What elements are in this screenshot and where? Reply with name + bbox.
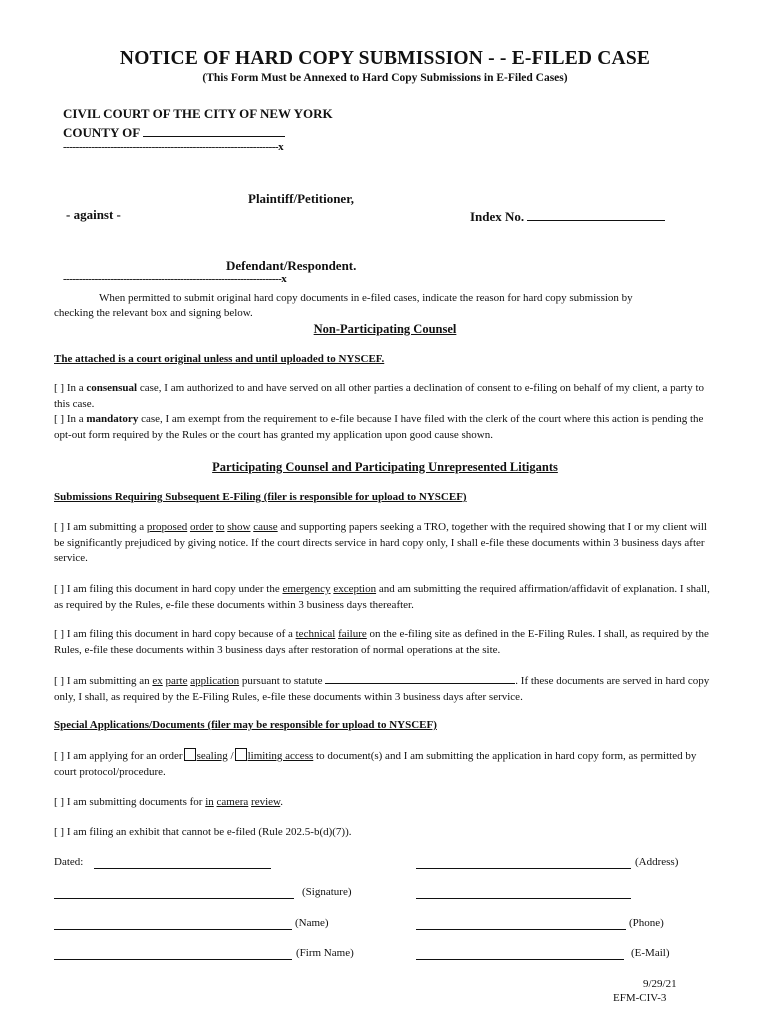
checkbox-in-camera[interactable]: [ ] [54, 796, 65, 808]
option-emergency[interactable] [54, 582, 720, 613]
intro-line-2: checking the relevant box and signing below. [54, 307, 253, 319]
option-keyword: consensual [86, 382, 138, 394]
option-in-camera[interactable] [54, 795, 720, 811]
dated-label: Dated: [54, 856, 84, 868]
option-text: to document(s) and I am submitting the application in hard copy form, as permitted by court protocol/procedure. [54, 750, 697, 778]
form-number: EFM-CIV-3 [613, 992, 667, 1004]
option-keyword: sealing [196, 750, 228, 762]
option-keyword: show [227, 521, 251, 533]
name-label: (Name) [295, 917, 329, 929]
option-keyword: mandatory [86, 413, 139, 425]
email-field[interactable] [416, 959, 624, 960]
section-heading-non-participating: Non-Participating Counsel [313, 322, 457, 336]
page-subtitle: (This Form Must be Annexed to Hard Copy Submissions in E-Filed Cases) [202, 72, 568, 84]
firm-name-field[interactable] [54, 959, 292, 960]
county-field[interactable] [143, 123, 285, 137]
option-keyword: limiting access [247, 750, 314, 762]
phone-field[interactable] [416, 929, 626, 930]
option-keyword: emergency [282, 583, 331, 595]
court-original-note: The attached is a court original unless and until uploaded to NYSCEF. [54, 353, 385, 365]
firm-name-label: (Firm Name) [296, 947, 354, 959]
index-field[interactable] [527, 207, 665, 221]
option-keyword: technical [295, 628, 336, 640]
section-heading-participating: Participating Counsel and Participating Unrepresented Litigants [212, 460, 558, 474]
checkbox-mandatory[interactable]: [ ] [54, 413, 65, 425]
option-keyword: review [251, 796, 281, 808]
email-label: (E-Mail) [631, 947, 670, 959]
checkbox-technical[interactable]: [ ] [54, 628, 65, 640]
plaintiff-label: Plaintiff/Petitioner, [248, 191, 355, 206]
option-text: and supporting papers seeking a TRO, together with the required showing that I or my client will be significantly prejudiced by giving notice. If the court directs service in hard copy only, I shall e-file these documents within 3 business days after service. [54, 521, 707, 564]
option-keyword: ex [152, 675, 163, 687]
option-ex-parte[interactable] [54, 673, 720, 705]
option-keyword: cause [253, 521, 278, 533]
option-keyword: proposed [146, 521, 188, 533]
address-line-2-field[interactable] [416, 898, 631, 899]
option-text: . If these documents are served in hard copy only, I shall, as required by the E-Filing Rules, e-file these documents within 3 business days after service. [54, 675, 710, 703]
subheading-subsequent-efiling: Submissions Requiring Subsequent E-Filing (filer is responsible for upload to NYSCEF) [54, 491, 467, 503]
option-text: I am filing this document in hard copy because of a [66, 628, 293, 640]
option-keyword: to [215, 521, 225, 533]
checkbox-osc[interactable]: [ ] [54, 521, 65, 533]
option-keyword: application [190, 675, 240, 687]
address-field[interactable] [416, 868, 631, 869]
form-date: 9/29/21 [643, 978, 677, 990]
checkbox-sealing[interactable] [184, 748, 196, 761]
option-sealing[interactable] [54, 748, 720, 780]
court-name: CIVIL COURT OF THE CITY OF NEW YORK [63, 106, 333, 121]
option-keyword: failure [338, 628, 367, 640]
option-keyword: camera [216, 796, 249, 808]
county-row [63, 123, 285, 141]
checkbox-limiting-access[interactable] [235, 748, 247, 761]
against-label: - against - [66, 207, 121, 222]
checkbox-ex-parte[interactable]: [ ] [54, 675, 65, 687]
option-text: on the e-filing site as defined in the E-Filing Rules. I shall, as required by the Rules, e-file these documents within 3 business days after restoration of normal operations at the site. [54, 628, 709, 656]
option-text: In a [66, 382, 84, 394]
option-text: / [230, 750, 234, 762]
option-text: pursuant to statute [241, 675, 323, 687]
defendant-label: Defendant/Respondent. [226, 258, 357, 273]
option-keyword: parte [165, 675, 188, 687]
county-label: COUNTY OF [63, 125, 140, 140]
option-keyword: in [205, 796, 214, 808]
address-label: (Address) [635, 856, 679, 868]
subheading-special-applications: Special Applications/Documents (filer may be responsible for upload to NYSCEF) [54, 719, 437, 731]
option-text: I am submitting documents for [66, 796, 203, 808]
index-label: Index No. [470, 209, 525, 224]
name-field[interactable] [54, 929, 292, 930]
option-exhibit[interactable] [54, 825, 720, 841]
signature-field[interactable] [54, 898, 294, 899]
option-text: . [280, 796, 284, 808]
statute-field[interactable] [325, 673, 515, 684]
caption-separator-bottom: ---------------------------------------------------------------------x [63, 273, 287, 285]
checkbox-sealing-option[interactable]: [ ] [54, 750, 65, 762]
option-order-to-show-cause[interactable] [54, 520, 720, 567]
caption-separator-top: --------------------------------------------------------------------x [63, 141, 284, 153]
intro-line-1: When permitted to submit original hard copy documents in e-filed cases, indicate the reason for hard copy submission by [99, 292, 633, 304]
signature-label: (Signature) [302, 886, 352, 898]
index-row [470, 207, 665, 225]
option-technical-failure[interactable] [54, 627, 720, 658]
checkbox-consensual[interactable]: [ ] [54, 382, 65, 394]
option-text: case, I am authorized to and have served on all other parties a declination of consent to e-filing on behalf of my client, a party to this case. [54, 382, 705, 410]
dated-field[interactable] [94, 868, 271, 869]
checkbox-emergency[interactable]: [ ] [54, 583, 65, 595]
option-text: case, I am exempt from the requirement to e-file because I have filed with the clerk of the court where this action is pending the opt-out form required by the Rules or the court has granted my application upon good cause shown. [54, 413, 704, 441]
option-text: I am submitting an [66, 675, 150, 687]
option-text: I am submitting a [66, 521, 145, 533]
option-text: I am filing an exhibit that cannot be e-filed (Rule 202.5-b(d)(7)). [66, 826, 352, 838]
option-consensual[interactable] [54, 381, 720, 412]
page-title: NOTICE OF HARD COPY SUBMISSION - - E-FILED CASE [119, 48, 651, 69]
option-keyword: exception [333, 583, 377, 595]
option-text: and am submitting the required affirmation/affidavit of explanation. I shall, as required by the Rules, e-file these documents within 3 business days thereafter. [54, 583, 710, 611]
option-text: In a [66, 413, 84, 425]
option-text: I am filing this document in hard copy under the [66, 583, 280, 595]
option-mandatory[interactable] [54, 412, 720, 443]
checkbox-exhibit[interactable]: [ ] [54, 826, 65, 838]
phone-label: (Phone) [629, 917, 664, 929]
option-text: I am applying for an order [66, 750, 183, 762]
option-keyword: order [189, 521, 214, 533]
